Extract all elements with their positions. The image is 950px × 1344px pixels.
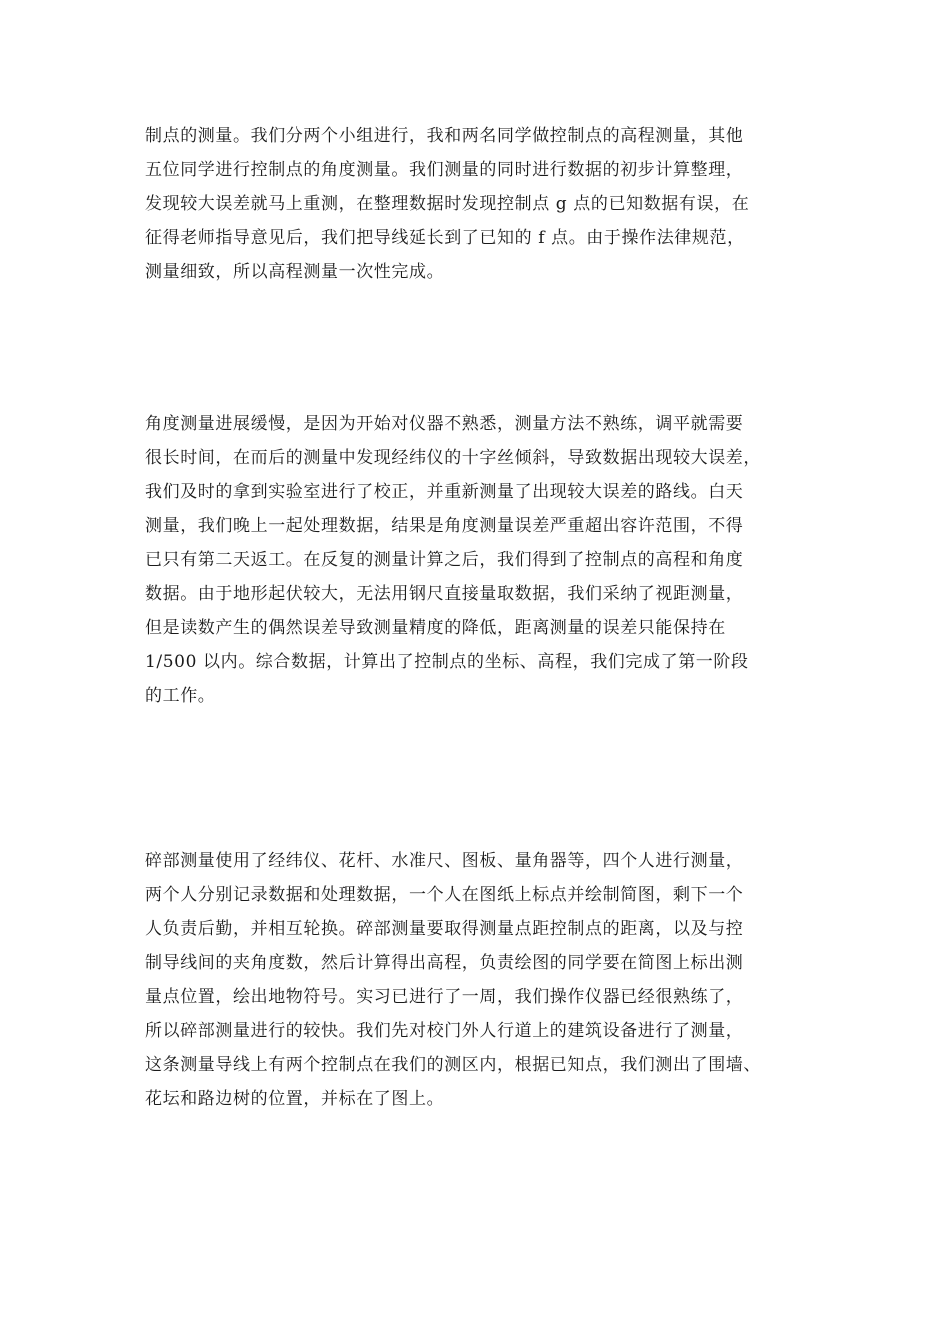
text-line: 测量细致，所以高程测量一次性完成。 [145,262,445,282]
text-line: 测量，我们晚上一起处理数据，结果是角度测量误差严重超出容许范围，不得 [145,516,744,536]
text-line: 所以碎部测量进行的较快。我们先对校门外人行道上的建筑设备进行了测量， [145,1021,744,1041]
text-line: 但是读数产生的偶然误差导致测量精度的降低，距离测量的误差只能保持在 [145,618,726,638]
paragraph-angle-survey [145,407,825,713]
text-line: 花坛和路边树的位置，并标在了图上。 [145,1089,445,1109]
text-line: 这条测量导线上有两个控制点在我们的测区内，根据已知点，我们测出了围墙、 [145,1055,761,1075]
paragraph-detail-survey [145,844,825,1116]
text-line: 征得老师指导意见后，我们把导线延长到了已知的 f 点。由于操作法律规范， [145,228,745,248]
text-line: 两个人分别记录数据和处理数据，一个人在图纸上标点并绘制简图，剩下一个 [145,885,744,905]
text-line: 已只有第二天返工。在反复的测量计算之后，我们得到了控制点的高程和角度 [145,550,744,570]
text-line: 制点的测量。我们分两个小组进行，我和两名同学做控制点的高程测量，其他 [145,126,744,146]
text-line: 我们及时的拿到实验室进行了校正，并重新测量了出现较大误差的路线。白天 [145,482,744,502]
text-line: 发现较大误差就马上重测，在整理数据时发现控制点 g 点的已知数据有误，在 [145,194,750,214]
text-line: 很长时间，在而后的测量中发现经纬仪的十字丝倾斜，导致数据出现较大误差， [145,448,761,468]
text-line: 数据。由于地形起伏较大，无法用钢尺直接量取数据，我们采纳了视距测量， [145,584,744,604]
text-line: 碎部测量使用了经纬仪、花杆、水准尺、图板、量角器等，四个人进行测量， [145,851,744,871]
text-line: 人负责后勤，并相互轮换。碎部测量要取得测量点距控制点的距离，以及与控 [145,919,744,939]
text-line: 1/500 以内。综合数据，计算出了控制点的坐标、高程，我们完成了第一阶段 [145,652,749,672]
text-line: 五位同学进行控制点的角度测量。我们测量的同时进行数据的初步计算整理， [145,160,744,180]
text-line: 制导线间的夹角度数，然后计算得出高程，负责绘图的同学要在简图上标出测 [145,953,744,973]
text-line: 的工作。 [145,686,216,706]
text-line: 量点位置，绘出地物符号。实习已进行了一周，我们操作仪器已经很熟练了， [145,987,744,1007]
paragraph-control-point-survey [145,119,825,289]
text-line: 角度测量进展缓慢，是因为开始对仪器不熟悉，测量方法不熟练，调平就需要 [145,414,744,434]
